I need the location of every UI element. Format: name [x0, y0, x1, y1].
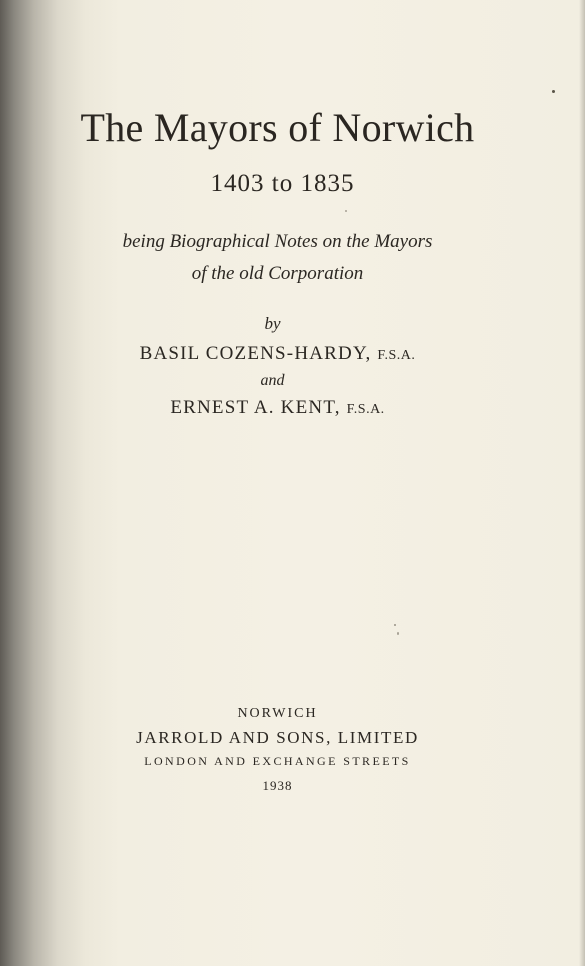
and-label: and — [260, 372, 285, 389]
paper-speck — [394, 624, 396, 626]
publisher-name: JARROLD AND SONS, LIMITED — [136, 728, 419, 747]
paper-speck — [552, 90, 555, 93]
subtitle-line-2: of the old Corporation — [191, 263, 364, 284]
publication-year: 1938 — [262, 778, 293, 793]
book-title: The Mayors of Norwich — [80, 105, 475, 150]
author-2-name: ERNEST A. KENT, — [170, 397, 341, 418]
paper-speck — [397, 632, 399, 635]
paper-speck — [345, 210, 347, 212]
subtitle — [70, 226, 485, 290]
author-1-suffix: F.S.A. — [377, 348, 416, 363]
subtitle-line-1: being Biographical Notes on the Mayors — [122, 231, 433, 252]
author-1-name: BASIL COZENS-HARDY, — [139, 343, 372, 364]
author-2-suffix: F.S.A. — [346, 402, 385, 417]
author-1 — [80, 343, 475, 365]
publisher-city: NORWICH — [237, 706, 318, 721]
publisher-address: LONDON AND EXCHANGE STREETS — [144, 754, 411, 768]
by-label: by — [264, 314, 281, 333]
date-range: 1403 to 1835 — [210, 170, 355, 197]
author-2 — [80, 397, 475, 419]
